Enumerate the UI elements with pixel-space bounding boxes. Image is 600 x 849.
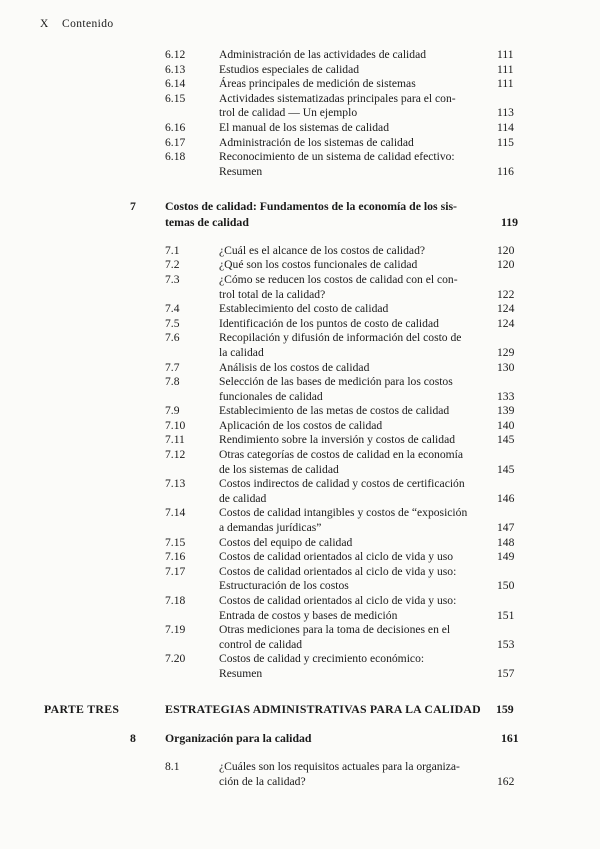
toc-entry-page: 119 [501, 214, 519, 229]
spacer [0, 682, 600, 702]
toc-section-entry[interactable] [165, 433, 565, 448]
toc-section-entry[interactable] [165, 536, 565, 551]
toc-section-entry[interactable] [165, 273, 565, 288]
toc-entry-title: funcionales de calidad [219, 389, 323, 403]
toc-entry-title: Áreas principales de medición de sistemas [219, 77, 416, 91]
toc-entry-number: 7.13 [165, 477, 186, 491]
toc-section-entry[interactable] [165, 302, 565, 317]
toc-section-entry[interactable] [165, 375, 565, 390]
toc-entry-number: 7.20 [165, 652, 186, 666]
toc-entry-number: 7 [130, 199, 136, 214]
toc-entry-page: 111 [497, 62, 514, 76]
toc-entry-title: Identificación de los puntos de costo de calidad [219, 316, 439, 330]
toc-entry-number: 7.18 [165, 594, 186, 607]
toc-entry-title: Entrada de costos y bases de medición [219, 608, 398, 622]
toc-entry-title: Costos indirectos de calidad y costos de certificación [219, 477, 465, 491]
toc-section-entry[interactable] [165, 317, 565, 332]
toc-entry-continuation[interactable] [165, 638, 565, 653]
toc-entry-continuation[interactable] [165, 521, 565, 536]
toc-entry-number: 7.17 [165, 564, 186, 578]
toc-entry-page: 161 [501, 730, 519, 745]
toc-entry-page: 159 [496, 701, 514, 716]
toc-entry-page: 111 [497, 77, 514, 91]
toc-entry-number: 6.17 [165, 135, 186, 149]
toc-entry-title: Costos de calidad orientados al ciclo de vida y uso [219, 550, 454, 564]
toc-section-entry[interactable] [165, 760, 565, 775]
toc-entry-page: 145 [497, 433, 515, 447]
toc-entry-title: la calidad [219, 345, 264, 359]
toc-entry-continuation[interactable] [165, 609, 565, 624]
toc-entry-page: 120 [497, 243, 515, 257]
toc-entry-page: 149 [497, 550, 515, 564]
toc-entry-title: Resumen [219, 164, 263, 178]
spacer [0, 179, 600, 199]
toc-entry-page: 157 [497, 666, 515, 680]
toc-entry-page: 115 [497, 135, 514, 149]
spacer [0, 746, 600, 760]
running-head [40, 18, 114, 30]
toc-entry-title: de los sistemas de calidad [219, 462, 339, 476]
toc-section-entry[interactable] [165, 331, 565, 346]
toc-entry-title: Administración de las actividades de calidad [219, 48, 427, 61]
toc-entry-number: 7.10 [165, 418, 186, 432]
toc-entry-continuation[interactable] [165, 579, 565, 594]
toc-entry-title: ¿Qué son los costos funcionales de calidad [219, 258, 418, 272]
toc-section-entry[interactable] [165, 63, 565, 78]
toc-entry-title: Costos del equipo de calidad [219, 535, 353, 549]
toc-section-entry[interactable] [165, 477, 565, 492]
toc-section-entry[interactable] [165, 404, 565, 419]
toc-entry-title: trol de calidad — Un ejemplo [219, 106, 358, 120]
toc-entry-number: 7.7 [165, 360, 180, 374]
toc-part-label: PARTE TRES [44, 701, 120, 716]
toc-entry-page: 120 [497, 258, 515, 272]
toc-entry-number: 7.8 [165, 375, 180, 389]
toc-entry-number: 7.14 [165, 506, 186, 520]
toc-entry-continuation[interactable] [165, 492, 565, 507]
toc-chapter-continuation[interactable] [130, 215, 565, 230]
toc-entry-page: 113 [497, 106, 514, 120]
toc-entry-title: Costos de calidad intangibles y costos de “exposición [219, 506, 468, 520]
toc-entry-number: 7.1 [165, 243, 180, 257]
toc-chapter-entry[interactable] [130, 731, 565, 746]
toc-entry-page: 139 [497, 404, 515, 418]
toc-section-entry[interactable] [165, 506, 565, 521]
toc-section-entry[interactable] [165, 550, 565, 565]
toc-entry-continuation[interactable] [165, 775, 565, 790]
toc-entry-title: control de calidad [219, 637, 303, 651]
toc-entry-title: Organización para la calidad [165, 730, 312, 745]
toc-entry-page: 153 [497, 637, 515, 651]
spacer [0, 717, 600, 731]
toc-entry-title: Análisis de los costos de calidad [219, 360, 370, 374]
toc-entry-page: 122 [497, 287, 515, 301]
toc-entry-number: 6.12 [165, 48, 186, 61]
toc-entry-continuation[interactable] [165, 288, 565, 303]
toc-entry-title: Establecimiento del costo de calidad [219, 302, 389, 316]
toc-entry-number: 7.9 [165, 404, 180, 418]
toc-section-entry[interactable] [165, 419, 565, 434]
toc-entry-number: 7.16 [165, 550, 186, 564]
toc-entry-number: 6.14 [165, 77, 186, 91]
toc-section-entry[interactable] [165, 652, 565, 667]
toc-entry-title: Otras categorías de costos de calidad en la economía [219, 448, 464, 462]
toc-entry-title: de calidad [219, 491, 267, 505]
toc-entry-title: temas de calidad [165, 214, 249, 229]
toc-entry-title: Aplicación de los costos de calidad [219, 418, 383, 432]
toc-entry-title: ESTRATEGIAS ADMINISTRATIVAS PARA LA CALIDAD [165, 701, 481, 716]
toc-section-entry[interactable] [165, 136, 565, 151]
toc-entry-title: Establecimiento de las metas de costos de calidad [219, 404, 450, 418]
toc-entry-number: 6.15 [165, 91, 186, 105]
toc-entry-page: 145 [497, 462, 515, 476]
toc-entry-title: ¿Cuáles son los requisitos actuales para la organiza- [219, 759, 460, 773]
toc-entry-number: 6.16 [165, 120, 186, 134]
toc-entry-page: 111 [497, 48, 514, 61]
toc-entry-title: Costos de calidad y crecimiento económico: [219, 652, 425, 666]
toc-entry-title: ¿Cuál es el alcance de los costos de calidad? [219, 243, 426, 257]
toc-section-entry[interactable] [165, 594, 565, 609]
toc-entry-title: El manual de los sistemas de calidad [219, 120, 389, 134]
toc-entry-continuation[interactable] [165, 463, 565, 478]
toc-entry-page: 147 [497, 521, 515, 535]
toc-entry-page: 124 [497, 302, 515, 316]
toc-entry-number: 7.11 [165, 433, 185, 447]
toc-entry-number: 8.1 [165, 759, 180, 773]
toc-entry-number: 6.18 [165, 150, 186, 164]
toc-entry-page: 140 [497, 418, 515, 432]
toc-entry-page: 151 [497, 608, 515, 622]
toc-section-entry[interactable] [165, 623, 565, 638]
toc-entry-continuation[interactable] [165, 106, 565, 121]
page-folio: X [40, 18, 49, 30]
toc-section-entry[interactable] [165, 121, 565, 136]
toc-section-entry[interactable] [165, 244, 565, 259]
toc-entry-number: 6.13 [165, 62, 186, 76]
toc-entry-number: 7.12 [165, 448, 186, 462]
toc-section-entry[interactable] [165, 48, 565, 63]
table-of-contents [0, 48, 600, 789]
toc-entry-page: 116 [497, 164, 514, 178]
toc-part-entry[interactable] [44, 702, 565, 717]
toc-entry-title: Rendimiento sobre la inversión y costos de calidad [219, 433, 456, 447]
toc-entry-number: 7.2 [165, 258, 180, 272]
toc-entry-page: 129 [497, 345, 515, 359]
toc-entry-number: 7.5 [165, 316, 180, 330]
toc-entry-page: 124 [497, 316, 515, 330]
toc-chapter-entry[interactable] [130, 199, 565, 214]
toc-section-entry[interactable] [165, 150, 565, 165]
toc-entry-title: Otras mediciones para la toma de decisiones en el [219, 623, 451, 637]
toc-entry-page: 148 [497, 535, 515, 549]
toc-entry-title: trol total de la calidad? [219, 287, 326, 301]
toc-entry-page: 130 [497, 360, 515, 374]
toc-entry-title: Recopilación y difusión de información del costo de [219, 331, 462, 345]
toc-entry-title: a demandas jurídicas” [219, 521, 322, 535]
toc-entry-continuation[interactable] [165, 667, 565, 682]
toc-entry-title: Resumen [219, 666, 263, 680]
toc-entry-number: 7.4 [165, 302, 180, 316]
toc-entry-number: 7.3 [165, 272, 180, 286]
toc-section-entry[interactable] [165, 448, 565, 463]
toc-section-entry[interactable] [165, 258, 565, 273]
toc-entry-title: Costos de calidad: Fundamentos de la economía de los sis- [165, 199, 457, 214]
toc-entry-continuation[interactable] [165, 390, 565, 405]
spacer [0, 230, 600, 244]
toc-entry-title: Costos de calidad orientados al ciclo de vida y uso: [219, 594, 457, 607]
toc-entry-page: 133 [497, 389, 515, 403]
toc-entry-title: Estudios especiales de calidad [219, 62, 360, 76]
toc-entry-number: 7.19 [165, 623, 186, 637]
toc-entry-title: Actividades sistematizadas principales para el con- [219, 91, 456, 105]
toc-entry-title: ¿Cómo se reducen los costos de calidad con el con- [219, 272, 458, 286]
toc-entry-page: 162 [497, 774, 515, 788]
toc-entry-continuation[interactable] [165, 165, 565, 180]
toc-entry-continuation[interactable] [165, 346, 565, 361]
toc-entry-title: Selección de las bases de medición para los costos [219, 375, 453, 389]
toc-entry-number: 7.6 [165, 331, 180, 345]
toc-entry-number: 8 [130, 730, 136, 745]
toc-entry-page: 146 [497, 491, 515, 505]
toc-entry-title: Estructuración de los costos [219, 579, 349, 593]
toc-entry-title: Reconocimiento de un sistema de calidad efectivo: [219, 150, 455, 164]
toc-entry-title: Administración de los sistemas de calidad [219, 135, 414, 149]
toc-entry-number: 7.15 [165, 535, 186, 549]
toc-section-entry[interactable] [165, 92, 565, 107]
toc-section-entry[interactable] [165, 77, 565, 92]
toc-entry-title: ción de la calidad? [219, 774, 306, 788]
toc-entry-page: 150 [497, 579, 515, 593]
toc-entry-page: 114 [497, 120, 514, 134]
toc-entry-title: Costos de calidad orientados al ciclo de vida y uso: [219, 564, 457, 578]
running-head-title: Contenido [62, 18, 114, 30]
toc-section-entry[interactable] [165, 565, 565, 580]
toc-section-entry[interactable] [165, 361, 565, 376]
